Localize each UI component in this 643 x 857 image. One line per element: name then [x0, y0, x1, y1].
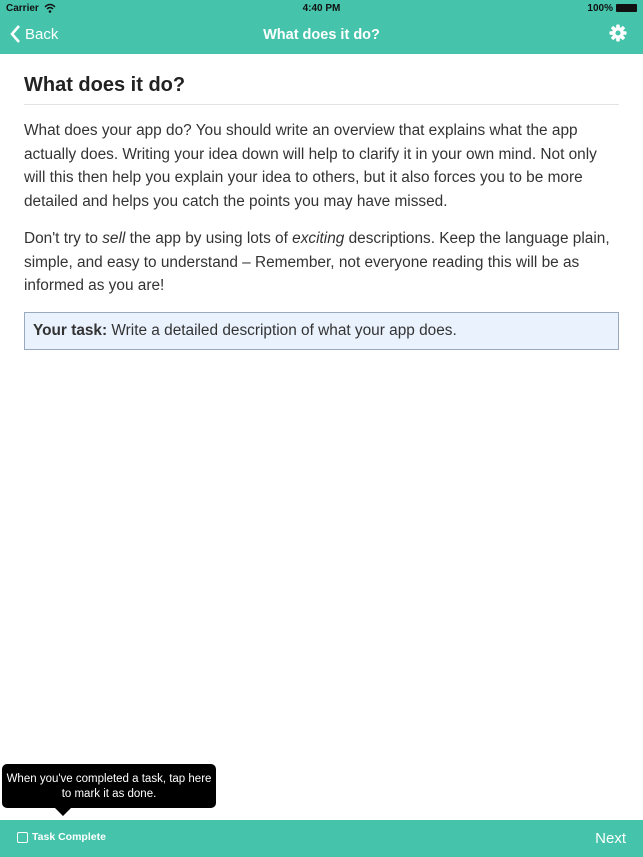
- gear-icon[interactable]: [609, 24, 627, 42]
- paragraph-overview: What does your app do? You should write an overview that explains what the app actually does. Writing your idea down will help to clarify it in your own mind. Not only will this then help you explain your idea to others, but it also forces you to be more detailed and helps you catch the points you may have missed.: [24, 122, 597, 210]
- task-complete-label: Task Complete: [32, 831, 106, 843]
- emphasis-sell: sell: [102, 230, 126, 247]
- bottom-toolbar: [0, 820, 643, 857]
- page-title: What does it do?: [263, 27, 380, 43]
- text-segment: Don't try to: [24, 230, 103, 247]
- task-label: Your task:: [33, 321, 108, 339]
- text-segment: the app by using lots of: [125, 230, 293, 247]
- checkbox-icon: [17, 832, 28, 843]
- navigation-bar: [0, 0, 643, 54]
- carrier-label: Carrier: [6, 3, 39, 14]
- emphasis-exciting: exciting: [292, 230, 345, 247]
- tooltip: When you've completed a task, tap here to mark it as done.: [2, 764, 216, 808]
- battery-label: 100%: [587, 3, 613, 14]
- text-segment: descriptions. Keep the language plain, simple, and easy to understand – Remember, not everyone reading this will be as informed as you are!: [24, 230, 610, 294]
- task-box: [24, 312, 619, 350]
- back-label: Back: [25, 25, 59, 43]
- time-label: 4:40 PM: [302, 3, 341, 14]
- next-button[interactable]: Next: [595, 830, 626, 847]
- paragraph-language: [24, 227, 619, 298]
- article: [24, 74, 619, 350]
- task-text: Write a detailed description of what your app does.: [107, 321, 457, 339]
- section-heading: What does it do?: [24, 74, 619, 105]
- battery-icon: [616, 4, 637, 12]
- task-complete-checkbox[interactable]: [17, 831, 106, 843]
